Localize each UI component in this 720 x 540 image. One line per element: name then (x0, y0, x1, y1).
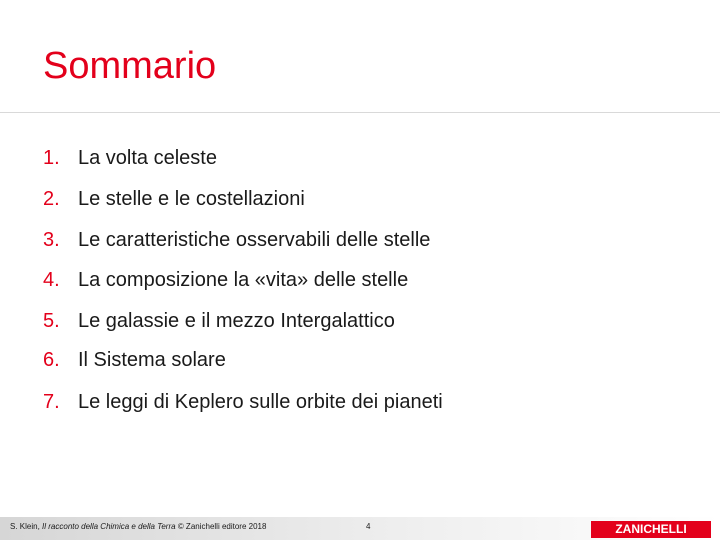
toc-item-6 (43, 345, 226, 375)
toc-item-2 (43, 184, 305, 214)
toc-number: 2. (43, 188, 60, 210)
toc-item-4 (43, 265, 408, 295)
title-divider (0, 112, 720, 113)
toc-number: 1. (43, 147, 60, 169)
toc-number: 7. (43, 391, 60, 413)
toc-text: Le stelle e le costellazioni (78, 188, 305, 210)
toc-text: La volta celeste (78, 147, 217, 169)
footer-citation (10, 522, 266, 531)
toc-number: 5. (43, 310, 60, 332)
toc-item-5 (43, 306, 395, 336)
page-number: 4 (366, 522, 371, 531)
footer-author: S. Klein, (10, 522, 40, 531)
toc-text: La composizione la «vita» delle stelle (78, 269, 409, 291)
toc-item-1 (43, 143, 217, 173)
footer-book-title: Il racconto della Chimica e della Terra (42, 522, 176, 531)
toc-text: Il Sistema solare (78, 349, 226, 371)
zanichelli-logo: ZANICHELLI (591, 521, 711, 538)
toc-item-7 (43, 387, 443, 417)
toc-number: 6. (43, 349, 60, 371)
toc-number: 3. (43, 229, 60, 251)
toc-item-3 (43, 225, 430, 255)
footer-publisher: © Zanichelli editore 2018 (177, 522, 267, 531)
toc-number: 4. (43, 269, 60, 291)
toc-text: Le galassie e il mezzo Intergalattico (78, 310, 395, 332)
toc-text: Le leggi di Keplero sulle orbite dei pianeti (78, 391, 443, 413)
slide-title: Sommario (43, 45, 217, 87)
toc-text: Le caratteristiche osservabili delle stelle (78, 229, 431, 251)
